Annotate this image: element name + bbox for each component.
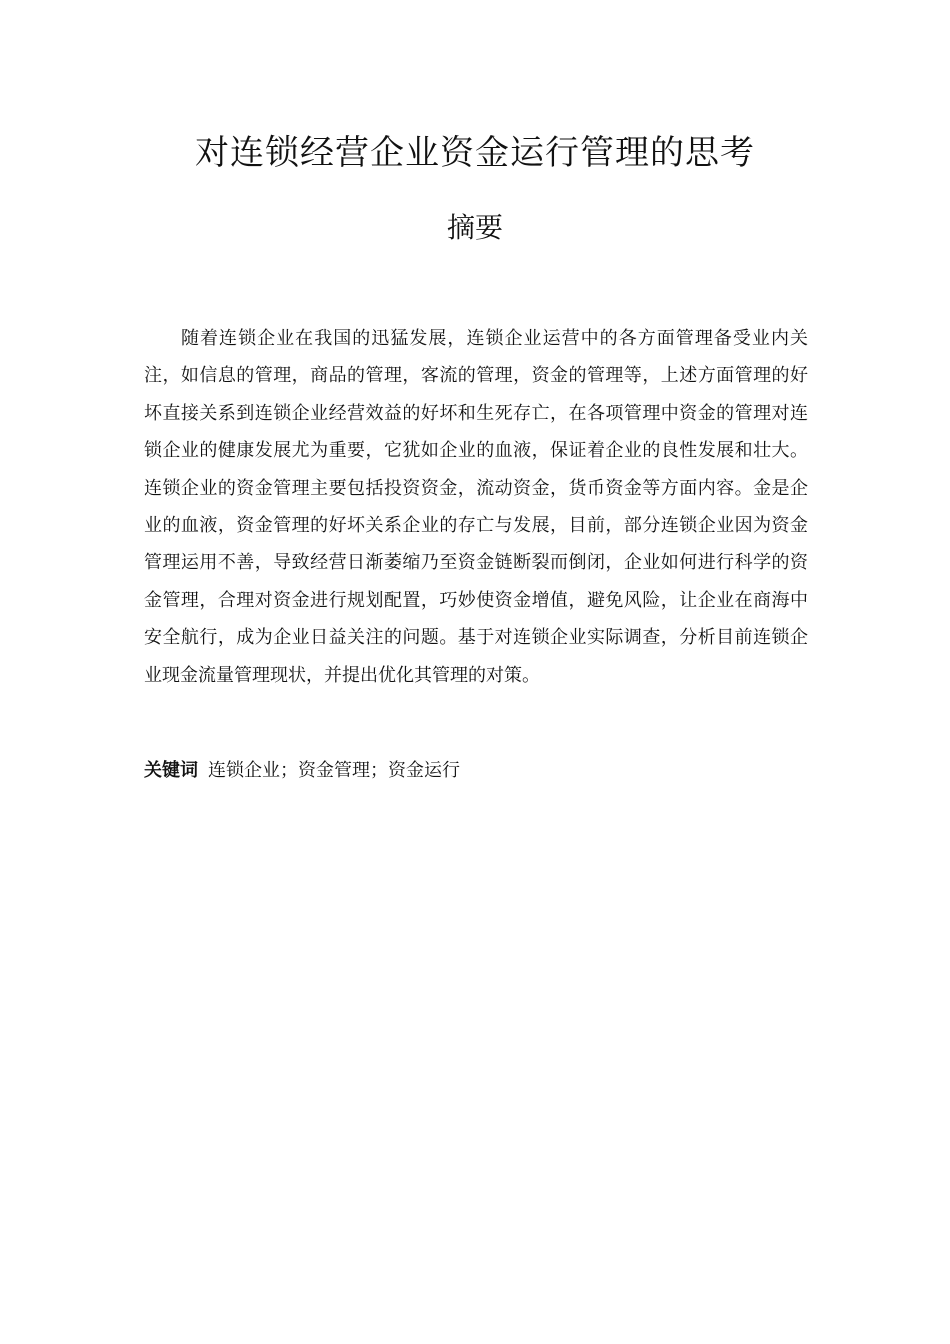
document-title: 对连锁经营企业资金运行管理的思考: [195, 133, 755, 173]
keywords-value: 连锁企业；资金管理；资金运行: [208, 760, 460, 781]
keywords-label: 关键词: [144, 760, 198, 781]
abstract-paragraph: 随着连锁企业在我国的迅猛发展，连锁企业运营中的各方面管理备受业内关注，如信息的管理，商品的管理，客流的管理，资金的管理等，上述方面管理的好坏直接关系到连锁企业经营效益的好坏和生死存亡，在各项管理中资金的管理对连锁企业的健康发展尤为重要，它犹如企业的血液，保证着企业的良性发展和壮大。连锁企业的资金管理主要包括投资资金，流动资金，货币资金等方面内容。金是企业的血液，资金管理的好坏关系企业的存亡与发展，目前，部分连锁企业因为资金管理运用不善，导致经营日渐萎缩乃至资金链断裂而倒闭，企业如何进行科学的资金管理，合理对资金进行规划配置，巧妙使资金增值，避免风险，让企业在商海中安全航行，成为企业日益关注的问题。基于对连锁企业实际调查，分析目前连锁企业现金流量管理现状，并提出优化其管理的对策。: [144, 328, 808, 686]
abstract-heading: 摘要: [446, 211, 503, 244]
keywords-line: [144, 756, 808, 786]
